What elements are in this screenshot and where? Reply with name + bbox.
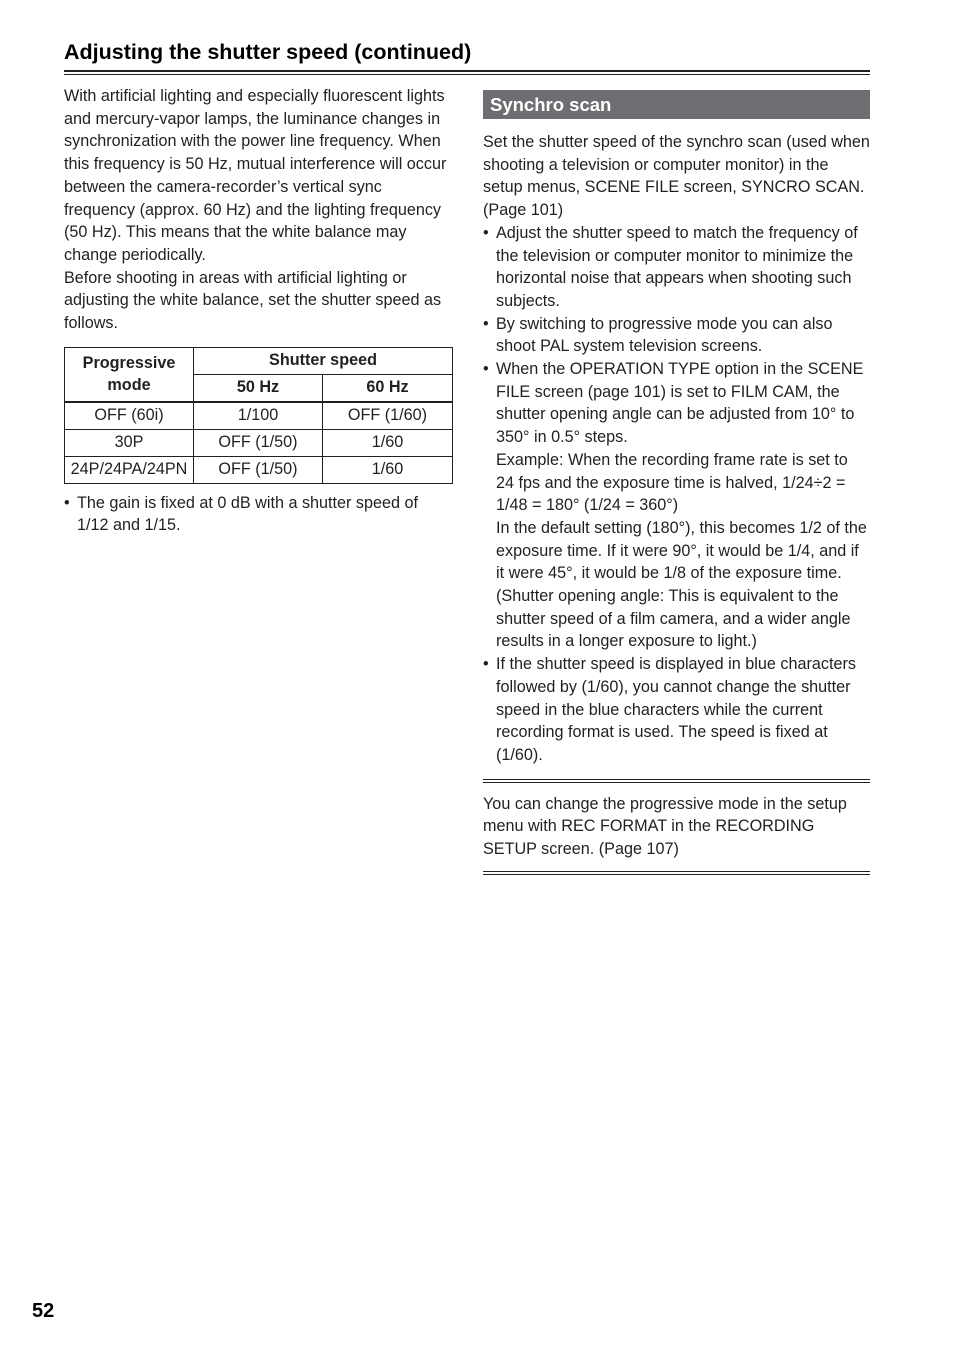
table-row <box>65 456 453 483</box>
bullet-text: The gain is fixed at 0 dB with a shutter speed of 1/12 and 1/15. <box>77 493 419 535</box>
intro-paragraph-2: Before shooting in areas with artificial lighting or adjusting the white balance, set the shutter speed as follows. <box>64 268 442 333</box>
right-column <box>483 90 870 875</box>
bullet-dot: • <box>483 655 489 674</box>
list-item <box>64 492 454 537</box>
intro-paragraph: With artificial lighting and especially fluorescent lights and mercury-vapor lamps, the luminance changes in synchronization with the power line frequency. When this frequency is 50 Hz, mutual interference will occur between the camera-recorder’s vertical sync frequency (approx. 60 Hz) and the lighting frequency (50 Hz). This means that the white balance may change periodically. <box>64 87 447 264</box>
bullet-dot: • <box>483 360 489 379</box>
list-item <box>483 222 870 313</box>
synchro-bullet-list <box>483 222 870 767</box>
cell-60hz: OFF (1/60) <box>323 402 453 430</box>
shutter-speed-table <box>64 347 453 484</box>
synchro-intro: Set the shutter speed of the synchro scan (used when shooting a television or computer monitor) in the setup menus, SCENE FILE screen, SYNCRO SCAN. (Page 101) <box>483 133 870 220</box>
cell-50hz: OFF (1/50) <box>194 429 323 456</box>
section-header-synchro-scan: Synchro scan <box>483 90 870 119</box>
title-rule <box>64 70 870 75</box>
bullet-default: In the default setting (180°), this becomes 1/2 of the exposure time. If it were 90°, it would be 1/4, and if it were 45°, it would be 1/8 of the exposure time. <box>496 518 867 583</box>
left-column <box>64 85 454 537</box>
note-box <box>483 779 870 875</box>
note-text: You can change the progressive mode in the setup menu with REC FORMAT in the RECORDING SETUP screen. (Page 107) <box>483 794 847 859</box>
cell-mode: OFF (60i) <box>65 402 194 430</box>
bullet-dot: • <box>483 314 489 333</box>
list-item <box>483 358 870 653</box>
bullet-text: When the OPERATION TYPE option in the SCENE FILE screen (page 101) is set to FILM CAM, the shutter opening angle can be adjusted from 10° to 350° in 0.5° steps. <box>496 360 864 447</box>
table-row <box>65 429 453 456</box>
page-title: Adjusting the shutter speed (continued) <box>64 40 472 64</box>
left-bullet-list <box>64 492 454 537</box>
bullet-example: Example: When the recording frame rate is set to 24 fps and the exposure time is halved, 1/24÷2 = 1/48 = 180° (1/24 = 360°) <box>496 450 848 515</box>
bullet-text: If the shutter speed is displayed in blue characters followed by (1/60), you cannot change the shutter speed in the blue characters while the current recording format is used. The speed is fixed at (1/60). <box>496 655 856 764</box>
header-shutter-speed: Shutter speed <box>194 347 453 374</box>
cell-60hz: 1/60 <box>323 429 453 456</box>
cell-50hz: 1/100 <box>194 402 323 430</box>
page-number: 52 <box>32 1300 55 1322</box>
cell-60hz: 1/60 <box>323 456 453 483</box>
bullet-text: By switching to progressive mode you can also shoot PAL system television screens. <box>496 314 833 356</box>
list-item <box>483 313 870 358</box>
header-50hz: 50 Hz <box>194 374 323 402</box>
cell-50hz: OFF (1/50) <box>194 456 323 483</box>
table-row <box>65 402 453 430</box>
bullet-dot: • <box>64 493 70 512</box>
header-progressive-mode: Progressive mode <box>65 347 194 402</box>
header-60hz: 60 Hz <box>323 374 453 402</box>
cell-mode: 24P/24PA/24PN <box>65 456 194 483</box>
bullet-dot: • <box>483 223 489 242</box>
bullet-note: (Shutter opening angle: This is equivalent to the shutter speed of a film camera, and a wider angle results in a longer exposure to light.) <box>496 587 851 651</box>
bullet-text: Adjust the shutter speed to match the frequency of the television or computer monitor to minimize the horizontal noise that appears when shooting such subjects. <box>496 223 858 310</box>
note-rule-bottom <box>483 871 870 875</box>
list-item <box>483 653 870 767</box>
cell-mode: 30P <box>65 429 194 456</box>
